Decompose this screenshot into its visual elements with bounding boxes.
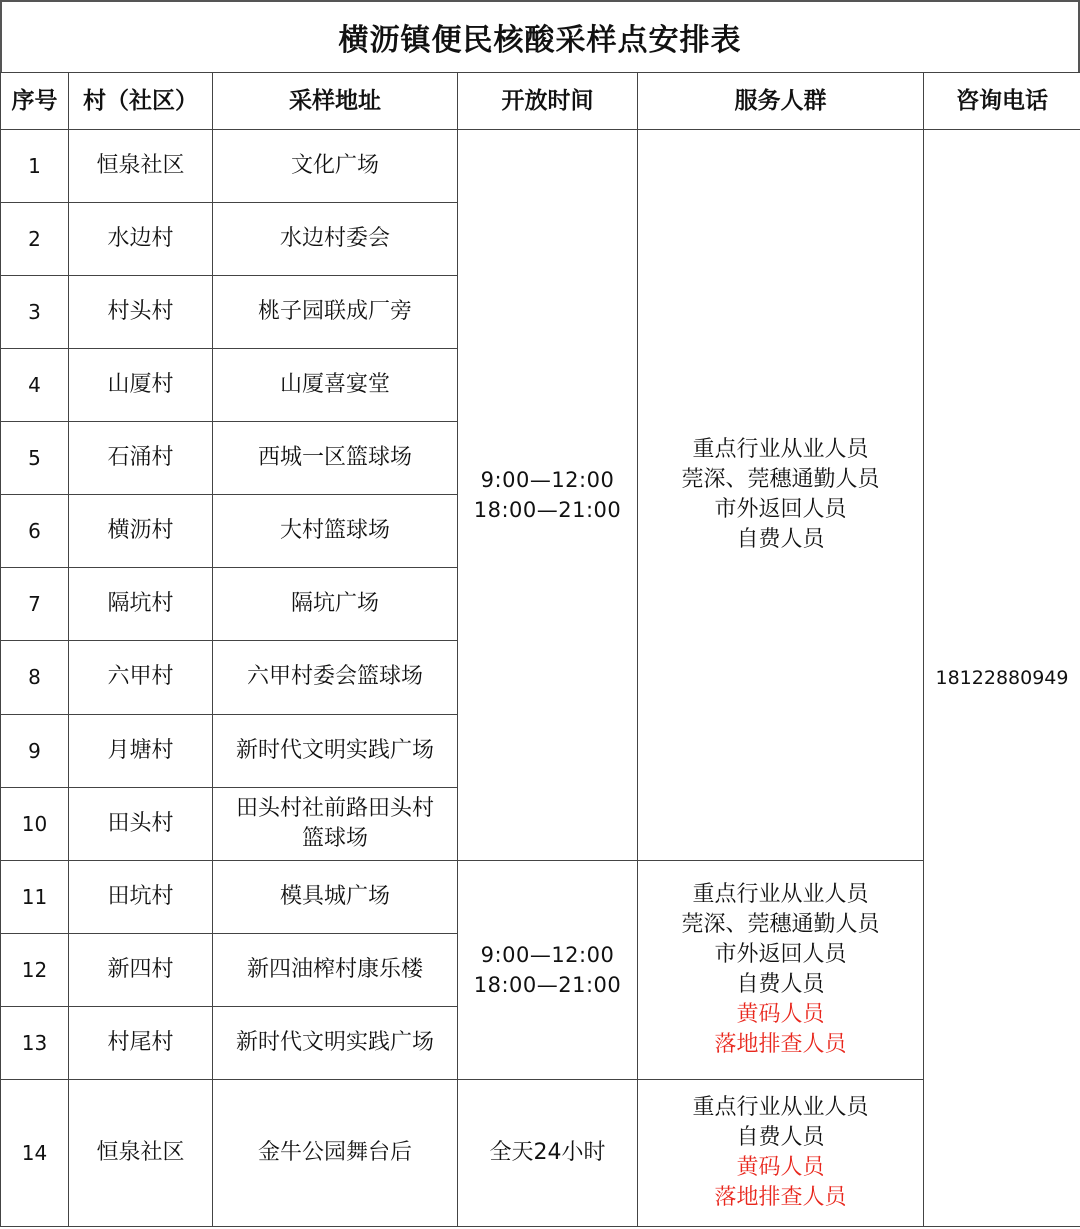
table-header-row: [1, 73, 1080, 130]
row-index: 5: [1, 422, 69, 495]
row-address: 水边村委会: [213, 203, 458, 276]
row-village: 隔坑村: [69, 568, 213, 641]
row-index: 7: [1, 568, 69, 641]
schedule-table: [0, 72, 1080, 1227]
row-address: 隔坑广场: [213, 568, 458, 641]
row-address: 模具城广场: [213, 860, 458, 933]
row-address: 桃子园联成厂旁: [213, 276, 458, 349]
hours-line: 18:00—21:00: [473, 972, 622, 997]
address-line: 篮球场: [301, 825, 368, 851]
row-address: 文化广场: [213, 130, 458, 203]
row-index: 14: [1, 1079, 69, 1226]
header-index: 序号: [1, 73, 69, 130]
row-index: 1: [1, 130, 69, 203]
phone-cell: 18122880949: [924, 130, 1080, 1227]
group-line: 自费人员: [736, 1124, 825, 1150]
row-village: 月塘村: [69, 714, 213, 787]
row-address: 新四油榨村康乐楼: [213, 933, 458, 1006]
row-village: 横沥村: [69, 495, 213, 568]
header-phone: 咨询电话: [924, 73, 1080, 130]
row-village: 石涌村: [69, 422, 213, 495]
header-groups: 服务人群: [638, 73, 924, 130]
row-village: 田坑村: [69, 860, 213, 933]
groups-cell-c: [638, 1079, 924, 1226]
row-village: 水边村: [69, 203, 213, 276]
header-address: 采样地址: [213, 73, 458, 130]
header-hours: 开放时间: [458, 73, 638, 130]
hours-line: 18:00—21:00: [473, 497, 622, 522]
group-line: 莞深、莞穗通勤人员: [681, 911, 880, 937]
group-line: 重点行业从业人员: [692, 881, 869, 907]
row-index: 8: [1, 641, 69, 714]
hours-line: 9:00—12:00: [480, 942, 615, 967]
table-row: [1, 1079, 1080, 1226]
row-village: 恒泉社区: [69, 1079, 213, 1226]
groups-cell-b: [638, 860, 924, 1079]
row-index: 4: [1, 349, 69, 422]
table-row: [1, 860, 1080, 933]
row-index: 11: [1, 860, 69, 933]
group-line: 自费人员: [736, 526, 825, 552]
row-index: 9: [1, 714, 69, 787]
row-village: 村尾村: [69, 1006, 213, 1079]
hours-cell-c: 全天24小时: [458, 1079, 638, 1226]
hours-line: 9:00—12:00: [480, 467, 615, 492]
header-village: 村（社区）: [69, 73, 213, 130]
row-index: 13: [1, 1006, 69, 1079]
row-index: 2: [1, 203, 69, 276]
row-index: 10: [1, 787, 69, 860]
row-address: 新时代文明实践广场: [213, 714, 458, 787]
group-line: 莞深、莞穗通勤人员: [681, 466, 880, 492]
group-line-highlight: 黄码人员: [736, 1001, 825, 1027]
group-line: 市外返回人员: [714, 496, 847, 522]
row-address: 西城一区篮球场: [213, 422, 458, 495]
row-village: 山厦村: [69, 349, 213, 422]
row-address: 大村篮球场: [213, 495, 458, 568]
row-village: 六甲村: [69, 641, 213, 714]
row-address: 六甲村委会篮球场: [213, 641, 458, 714]
group-line-highlight: 落地排查人员: [714, 1031, 847, 1057]
row-index: 3: [1, 276, 69, 349]
row-address: 新时代文明实践广场: [213, 1006, 458, 1079]
group-line: 重点行业从业人员: [692, 436, 869, 462]
row-address: 金牛公园舞台后: [213, 1079, 458, 1226]
row-address: 山厦喜宴堂: [213, 349, 458, 422]
group-line: 重点行业从业人员: [692, 1094, 869, 1120]
table-row: [1, 130, 1080, 203]
page-title: 横沥镇便民核酸采样点安排表: [0, 0, 1080, 72]
row-village: 恒泉社区: [69, 130, 213, 203]
row-index: 6: [1, 495, 69, 568]
row-village: 村头村: [69, 276, 213, 349]
group-line-highlight: 黄码人员: [736, 1154, 825, 1180]
hours-cell-a: [458, 130, 638, 861]
address-line: 田头村社前路田头村: [235, 795, 434, 821]
group-line: 市外返回人员: [714, 941, 847, 967]
row-index: 12: [1, 933, 69, 1006]
row-village: 田头村: [69, 787, 213, 860]
groups-cell-a: [638, 130, 924, 861]
group-line-highlight: 落地排查人员: [714, 1184, 847, 1210]
group-line: 自费人员: [736, 971, 825, 997]
hours-cell-b: [458, 860, 638, 1079]
row-village: 新四村: [69, 933, 213, 1006]
row-address: [213, 787, 458, 860]
